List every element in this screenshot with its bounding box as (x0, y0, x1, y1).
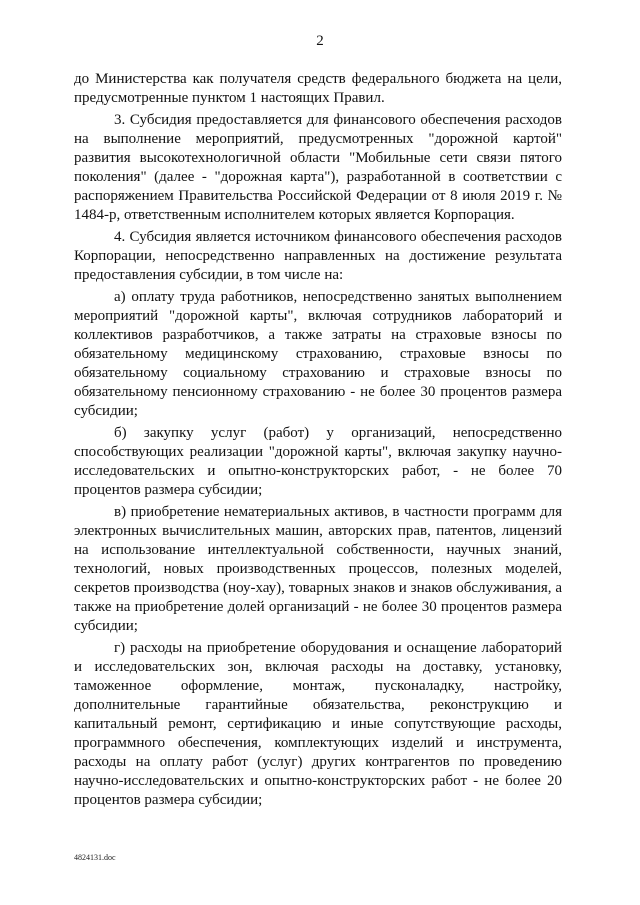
paragraph-item-3: 3. Субсидия предоставляется для финансового обеспечения расходов на выполнение мероприятий, предусмотренных "дорожной картой" развития высокотехнологичной области "Мобильные сети связи пятого поколения" (далее - "дорожная карта"), разработанной в соответствии с распоряжением Правительства Российской Федерации от 8 июля 2019 г. № 1484-р, ответственным исполнителем которых является Корпорация. (74, 112, 562, 223)
page-number: 2 (316, 33, 324, 49)
document-file-code: 4824131.doc (74, 853, 116, 862)
paragraph-subitem-a: а) оплату труда работников, непосредственно занятых выполнением мероприятий "дорожной карты", включая сотрудников лабораторий и коллективов разработчиков, а также затраты на страховые взносы по обязательному медицинскому страхованию, страховые взносы по обязательному социальному страхованию и страховые взносы по обязательному пенсионному страхованию - не более 30 процентов размера субсидии; (74, 289, 562, 419)
paragraph-subitem-v: в) приобретение нематериальных активов, в частности программ для электронных вычислительных машин, авторских прав, патентов, лицензий на использование интеллектуальной собственности, научных знаний, технологий, новых производственных процессов, полезных моделей, секретов производства (ноу-хау), товарных знаков и знаков обслуживания, а также на приобретение долей организаций - не более 30 процентов размера субсидии; (74, 504, 562, 634)
paragraph-subitem-b: б) закупку услуг (работ) у организаций, непосредственно способствующих реализации "дорожной карты", включая закупку научно-исследовательских и опытно-конструкторских работ, - не более 70 процентов размера субсидии; (74, 425, 562, 498)
paragraph-continuation: до Министерства как получателя средств федерального бюджета на цели, предусмотренные пунктом 1 настоящих Правил. (74, 71, 562, 106)
paragraph-subitem-g: г) расходы на приобретение оборудования и оснащение лабораторий и исследовательских зон, включая расходы на доставку, установку, таможенное оформление, монтаж, пусконаладку, настройку, дополнительные гарантийные обязательства, реконструкцию и капитальный ремонт, сертификацию и иные сопутствующие расходы, программного обеспечения, комплектующих изделий и инструмента, расходы на оплату работ (услуг) других контрагентов по проведению научно-исследовательских и опытно-конструкторских работ - не более 20 процентов размера субсидии; (74, 640, 562, 808)
paragraph-item-4: 4. Субсидия является источником финансового обеспечения расходов Корпорации, непосредственно направленных на достижение результата предоставления субсидии, в том числе на: (74, 229, 562, 283)
document-body (74, 70, 562, 813)
